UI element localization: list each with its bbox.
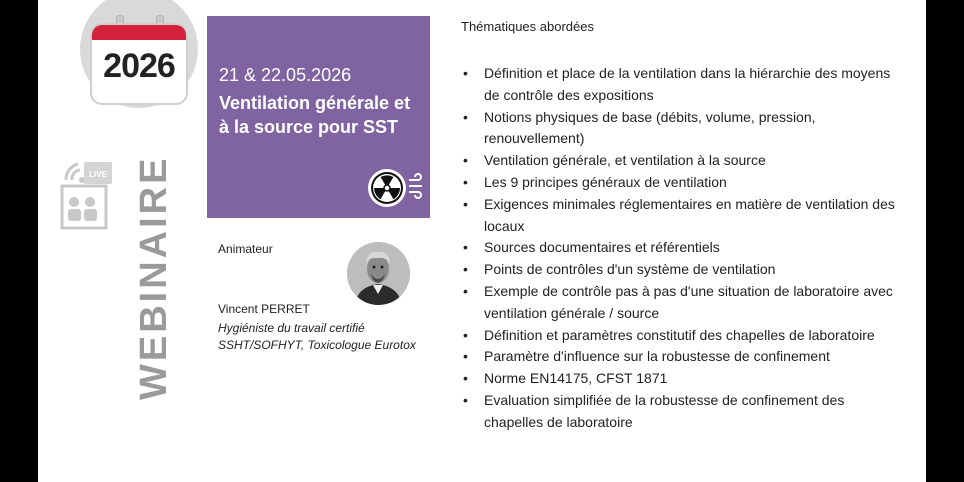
calendar-badge: [80, 0, 198, 108]
event-card: [207, 16, 430, 218]
event-title: Ventilation générale et à la source pour SST: [219, 93, 411, 137]
calendar-icon: [92, 25, 186, 103]
calendar-header: [92, 25, 186, 40]
topics-list: [461, 63, 901, 434]
slide: [38, 0, 926, 482]
animateur-description: Hygiéniste du travail certifié SSHT/SOFHYT, Toxicologue Eurotox: [218, 321, 416, 352]
live-broadcast-icon: [50, 156, 120, 236]
list-item: • Ventilation générale, et ventilation à la source: [461, 150, 901, 172]
event-date: 21 & 22.05.2026: [219, 65, 352, 85]
list-item: • Exemple de contrôle pas à pas d'une situation de laboratoire avec ventilation générale / source: [461, 281, 901, 325]
list-item: • Définition et paramètres constitutif des chapelles de laboratoire: [461, 325, 901, 347]
calendar-year: 2026: [103, 47, 175, 85]
avatar: [347, 242, 410, 305]
list-item: • Norme EN14175, CFST 1871: [461, 368, 901, 390]
list-item: • Notions physiques de base (débits, volume, pression, renouvellement): [461, 107, 901, 151]
live-icon-text: LIVE: [89, 170, 107, 179]
list-item: • Evaluation simplifiée de la robustesse de confinement des chapelles de laboratoire: [461, 390, 901, 434]
list-item: • Paramètre d'influence sur la robustesse de confinement: [461, 346, 901, 368]
list-item: • Les 9 principes généraux de ventilation: [461, 172, 901, 194]
webinaire-label: WEBINAIRE: [133, 155, 175, 400]
animateur-label: Animateur: [218, 242, 273, 256]
topics-heading: Thématiques abordées: [461, 19, 594, 34]
ventilation-fan-icon: [367, 166, 425, 210]
list-item: • Points de contrôles d'un système de ventilation: [461, 259, 901, 281]
list-item: • Exigences minimales réglementaires en matière de ventilation des locaux: [461, 194, 901, 238]
animateur-name: Vincent PERRET: [218, 302, 310, 316]
list-item: • Définition et place de la ventilation dans la hiérarchie des moyens de contrôle des expositions: [461, 63, 901, 107]
list-item: • Sources documentaires et référentiels: [461, 237, 901, 259]
